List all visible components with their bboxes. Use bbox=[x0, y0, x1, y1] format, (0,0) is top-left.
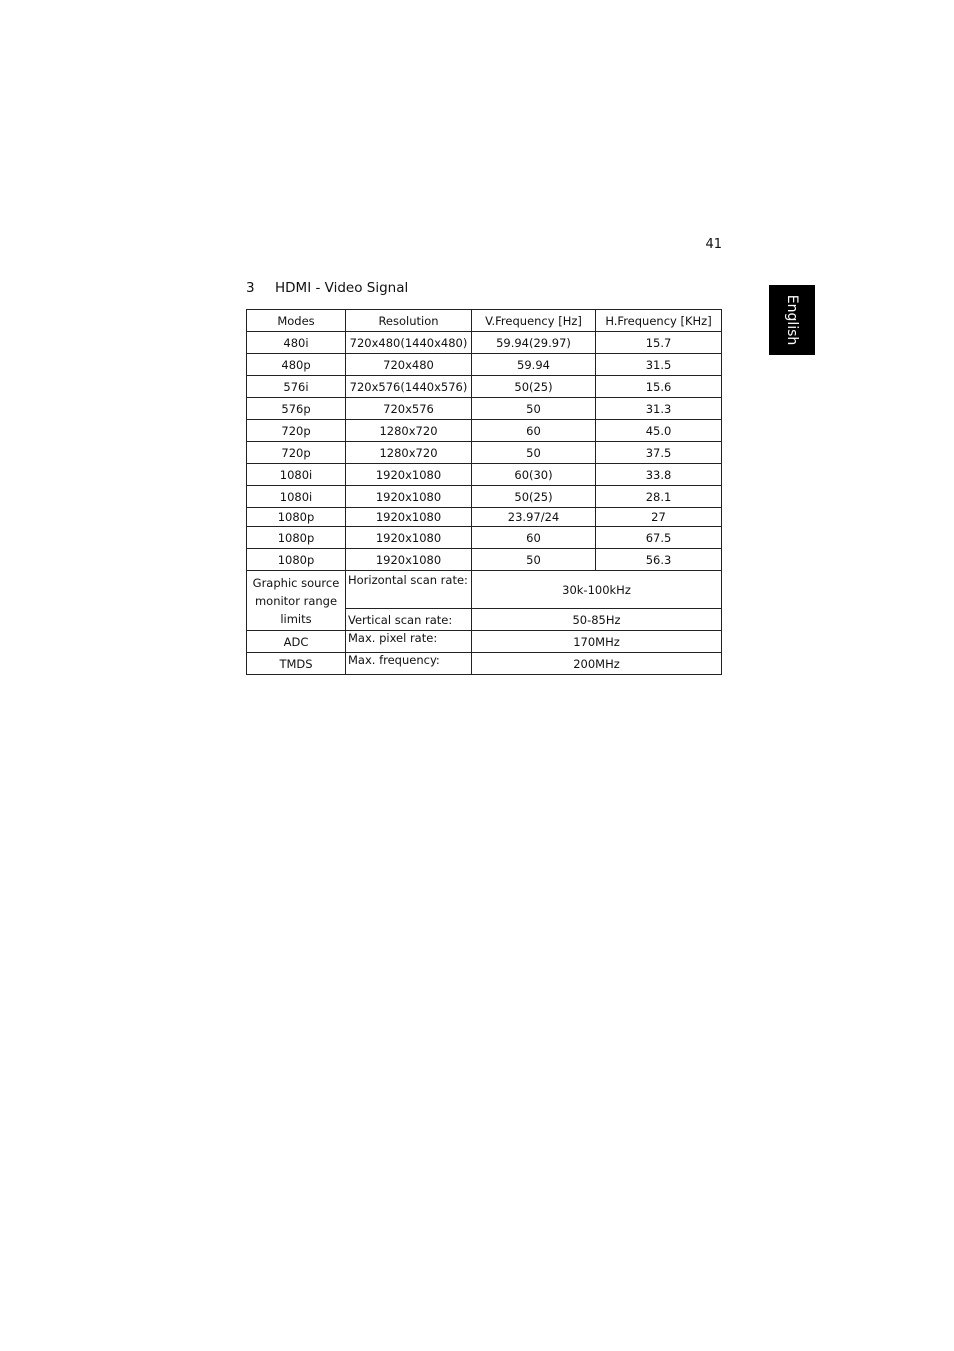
adc-value-cell: 170MHz bbox=[472, 631, 722, 653]
hfreq-cell: 15.6 bbox=[596, 376, 722, 398]
mode-cell: 720p bbox=[247, 442, 346, 464]
resolution-cell: 1920x1080 bbox=[346, 486, 472, 508]
hfreq-cell: 56.3 bbox=[596, 549, 722, 571]
tmds-row bbox=[247, 653, 722, 675]
resolution-cell: 1920x1080 bbox=[346, 527, 472, 549]
header-cell: H.Frequency [KHz] bbox=[596, 310, 722, 332]
vfreq-cell: 50 bbox=[472, 442, 596, 464]
hfreq-cell: 37.5 bbox=[596, 442, 722, 464]
vfreq-cell: 23.97/24 bbox=[472, 508, 596, 527]
table-row bbox=[247, 527, 722, 549]
table-header-row bbox=[247, 310, 722, 332]
resolution-cell: 720x576(1440x576) bbox=[346, 376, 472, 398]
table-row bbox=[247, 549, 722, 571]
mode-cell: 576i bbox=[247, 376, 346, 398]
adc-label-cell: Max. pixel rate: bbox=[346, 631, 472, 653]
hfreq-cell: 15.7 bbox=[596, 332, 722, 354]
vfreq-cell: 60(30) bbox=[472, 464, 596, 486]
header-cell: Modes bbox=[247, 310, 346, 332]
mode-cell: 480p bbox=[247, 354, 346, 376]
adc-row bbox=[247, 631, 722, 653]
section-heading bbox=[246, 280, 408, 296]
hfreq-cell: 31.5 bbox=[596, 354, 722, 376]
table-row bbox=[247, 464, 722, 486]
section-title: HDMI - Video Signal bbox=[275, 280, 409, 296]
hfreq-cell: 27 bbox=[596, 508, 722, 527]
header-cell: Resolution bbox=[346, 310, 472, 332]
hfreq-cell: 28.1 bbox=[596, 486, 722, 508]
table-row bbox=[247, 508, 722, 527]
adc-mode-cell: ADC bbox=[247, 631, 346, 653]
vfreq-cell: 50(25) bbox=[472, 486, 596, 508]
resolution-cell: 1920x1080 bbox=[346, 508, 472, 527]
mode-cell: 1080p bbox=[247, 508, 346, 527]
limits-label-cell: Graphic source monitor range limits bbox=[247, 571, 346, 631]
vfreq-cell: 60 bbox=[472, 420, 596, 442]
hdmi-video-signal-table bbox=[246, 309, 722, 675]
resolution-cell: 1280x720 bbox=[346, 420, 472, 442]
tmds-value-cell: 200MHz bbox=[472, 653, 722, 675]
vfreq-cell: 50 bbox=[472, 398, 596, 420]
language-tab bbox=[769, 285, 815, 355]
horizontal-scan-label: Horizontal scan rate: bbox=[346, 571, 472, 609]
table-row bbox=[247, 398, 722, 420]
section-number: 3 bbox=[246, 280, 255, 296]
table-row bbox=[247, 442, 722, 464]
resolution-cell: 720x480 bbox=[346, 354, 472, 376]
mode-cell: 1080i bbox=[247, 464, 346, 486]
mode-cell: 480i bbox=[247, 332, 346, 354]
vfreq-cell: 59.94(29.97) bbox=[472, 332, 596, 354]
table-row bbox=[247, 376, 722, 398]
resolution-cell: 720x480(1440x480) bbox=[346, 332, 472, 354]
resolution-cell: 1920x1080 bbox=[346, 464, 472, 486]
mode-cell: 720p bbox=[247, 420, 346, 442]
hfreq-cell: 45.0 bbox=[596, 420, 722, 442]
limits-horizontal-row bbox=[247, 571, 722, 609]
table-row bbox=[247, 354, 722, 376]
language-tab-label: English bbox=[784, 294, 800, 346]
header-cell: V.Frequency [Hz] bbox=[472, 310, 596, 332]
mode-cell: 1080p bbox=[247, 549, 346, 571]
horizontal-scan-value: 30k-100kHz bbox=[472, 571, 722, 609]
mode-cell: 1080p bbox=[247, 527, 346, 549]
mode-cell: 1080i bbox=[247, 486, 346, 508]
resolution-cell: 1280x720 bbox=[346, 442, 472, 464]
tmds-mode-cell: TMDS bbox=[247, 653, 346, 675]
hfreq-cell: 31.3 bbox=[596, 398, 722, 420]
vertical-scan-label: Vertical scan rate: bbox=[346, 609, 472, 631]
vfreq-cell: 59.94 bbox=[472, 354, 596, 376]
vertical-scan-value: 50-85Hz bbox=[472, 609, 722, 631]
resolution-cell: 720x576 bbox=[346, 398, 472, 420]
tmds-label-cell: Max. frequency: bbox=[346, 653, 472, 675]
vfreq-cell: 60 bbox=[472, 527, 596, 549]
hfreq-cell: 33.8 bbox=[596, 464, 722, 486]
page-number: 41 bbox=[705, 237, 722, 252]
table-row bbox=[247, 332, 722, 354]
vfreq-cell: 50(25) bbox=[472, 376, 596, 398]
resolution-cell: 1920x1080 bbox=[346, 549, 472, 571]
vfreq-cell: 50 bbox=[472, 549, 596, 571]
table-row bbox=[247, 420, 722, 442]
hfreq-cell: 67.5 bbox=[596, 527, 722, 549]
table-row bbox=[247, 486, 722, 508]
mode-cell: 576p bbox=[247, 398, 346, 420]
